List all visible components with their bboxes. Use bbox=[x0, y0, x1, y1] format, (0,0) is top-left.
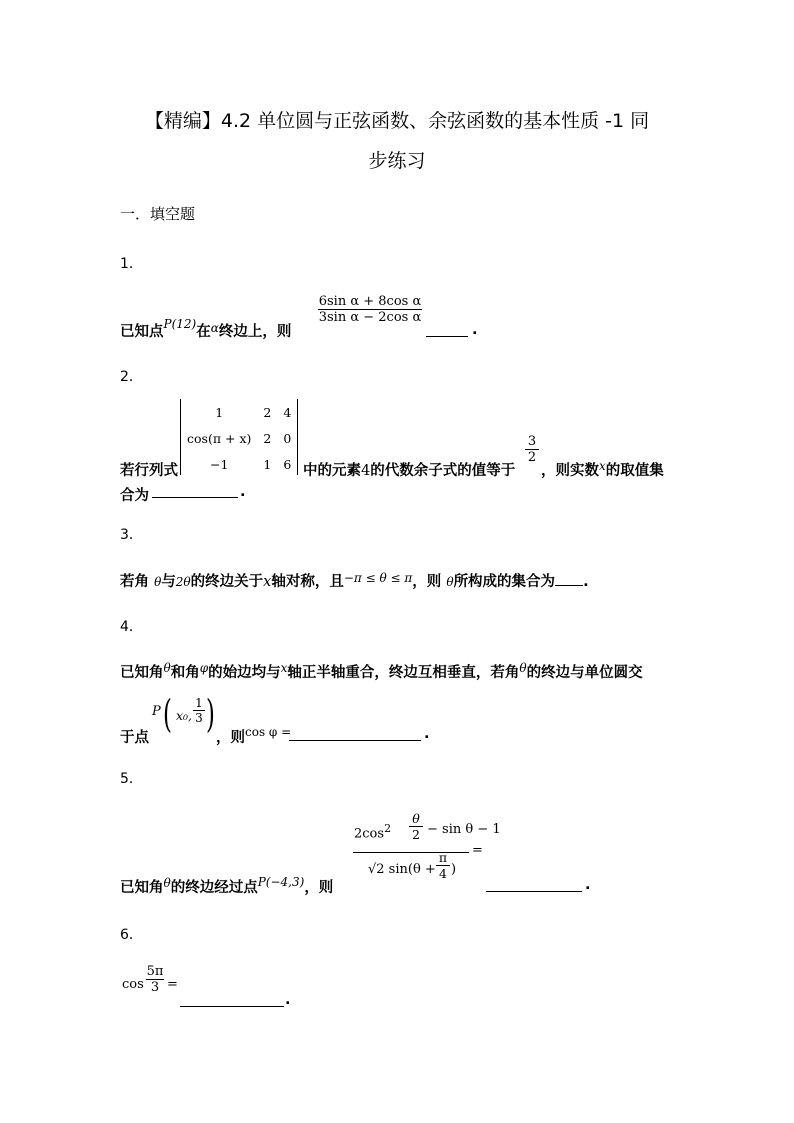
answer-blank-1 bbox=[426, 336, 468, 337]
answer-blank-4 bbox=[289, 740, 421, 741]
right-paren: ) bbox=[206, 692, 215, 736]
fraction-denominator: 3sin α − 2cos α bbox=[318, 310, 422, 325]
answer-blank-3 bbox=[555, 573, 583, 586]
q5-fraction-bar bbox=[353, 852, 469, 853]
answer-blank-6 bbox=[180, 1006, 284, 1007]
question-5-number: 5． bbox=[120, 771, 143, 787]
question-3-text: 若角 θ与2θ的终边关于x轴对称，且$^{-\pi \le \theta \le \pi}$，则 θ所构成的集合为 . bbox=[120, 571, 589, 590]
page-title-line2: 步练习 bbox=[368, 150, 426, 172]
question-4-text-b: 于点 bbox=[120, 730, 149, 746]
page-title-line1: 【精编】4.2 单位圆与正弦函数、余弦函数的基本性质 -1 同 bbox=[144, 110, 650, 132]
question-2-text-c: ，则实数$^x$的取值集 bbox=[541, 459, 664, 479]
point-p-label: P bbox=[152, 704, 161, 719]
q5-numerator-a: $2\cos^2$ bbox=[354, 822, 392, 842]
q6-fraction: $\frac{5\pi}{3}$ bbox=[146, 964, 164, 995]
q6-cos: cos bbox=[122, 977, 144, 992]
answer-blank-5 bbox=[486, 891, 582, 892]
q5-numerator-b: − sin θ − 1 bbox=[427, 822, 501, 837]
question-1-fraction bbox=[318, 294, 422, 325]
question-1-number: 1． bbox=[120, 256, 143, 272]
question-1-text: 已知点$^{P(12)}$在$^\alpha$终边上，则 bbox=[120, 317, 292, 340]
fraction-numerator: 6sin α + 8cos α bbox=[318, 294, 422, 309]
point-p: P(12) bbox=[163, 317, 197, 331]
question-2-fraction: $\frac{3}{2}$ bbox=[525, 434, 539, 465]
question-6-number: 6． bbox=[120, 927, 143, 943]
question-2-text-b: 中的元素4的代数余子式的值等于 bbox=[303, 463, 516, 479]
question-4-number: 4． bbox=[120, 619, 143, 635]
question-4-text-a: 已知角$^\theta$和角$^\varphi$的始边均与$^x$轴正半轴重合，终边互相垂直，若角$^\theta$的终边与单位圆交 bbox=[120, 661, 643, 681]
q5-denominator-a: √2 sin(θ + bbox=[368, 862, 436, 877]
question-2-text-d: 合为 bbox=[120, 488, 149, 504]
question-4-fraction: $\frac{1}{3}$ bbox=[193, 696, 205, 725]
left-paren: ( bbox=[163, 692, 172, 736]
q5-den-fraction: $\frac{\pi}{4}$ bbox=[436, 850, 450, 881]
determinant: 1 2 4 cos(π + x) 2 0 −1 1 6 bbox=[180, 399, 298, 475]
question-5-text: 已知角$^\theta$的终边经过点$^{P(-4,3)}$，则 bbox=[120, 875, 334, 896]
question-2-number: 2． bbox=[120, 369, 143, 385]
answer-blank-2 bbox=[152, 497, 238, 498]
q5-num-fraction: $\frac{\theta}{2}$ bbox=[409, 811, 423, 842]
question-3-number: 3． bbox=[120, 527, 143, 543]
section-heading: 一．填空题 bbox=[120, 205, 196, 223]
question-2-text-a: 若行列式 bbox=[120, 463, 178, 479]
